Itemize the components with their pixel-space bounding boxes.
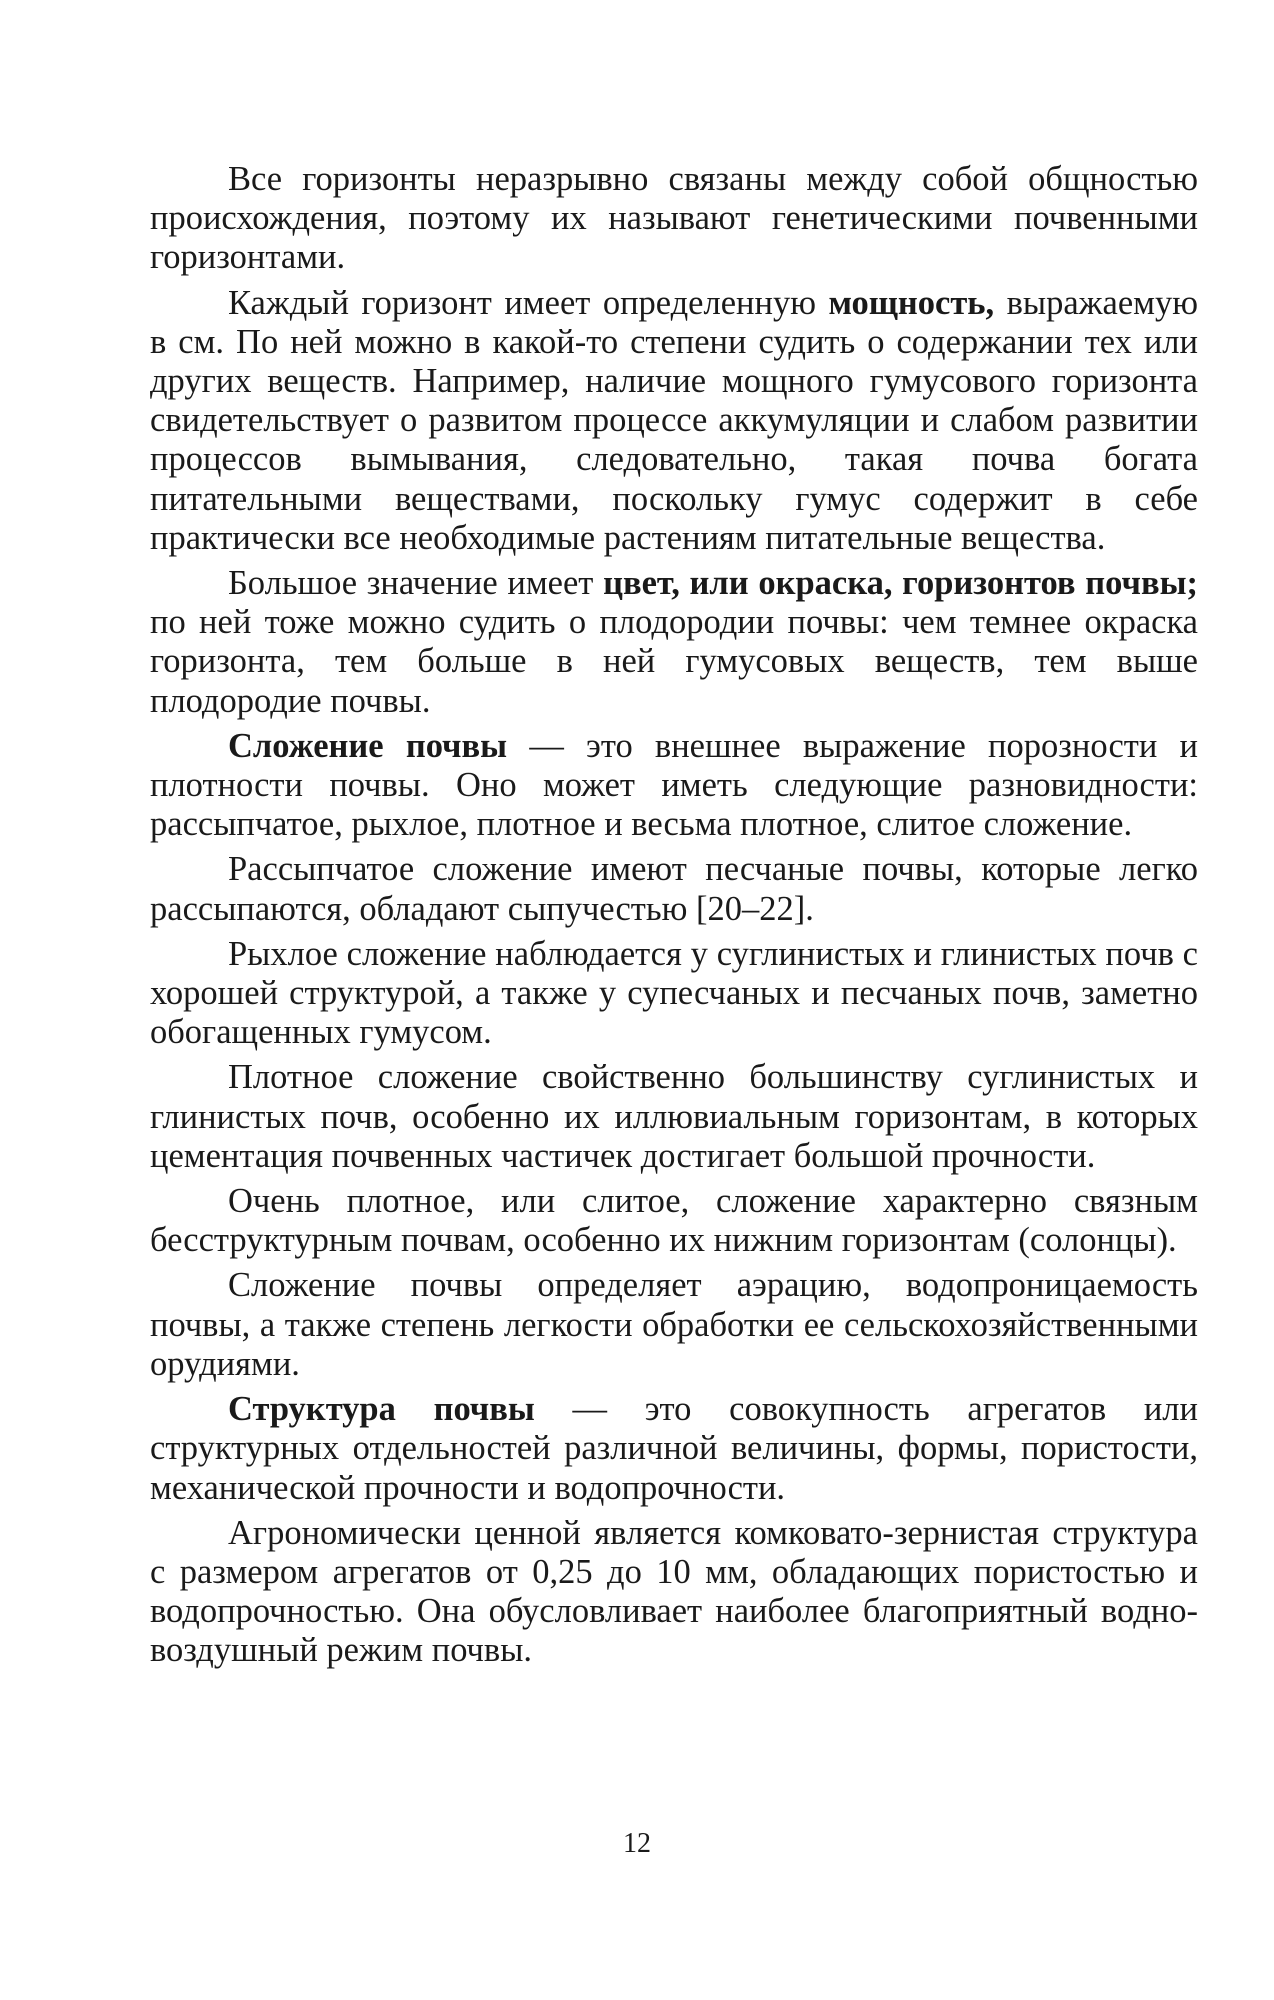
term-soil-composition: Сложение почвы bbox=[228, 726, 508, 765]
page-body bbox=[150, 160, 1198, 1671]
paragraph-dense-composition: Плотное сложение свойственно большинству суглинистых и глинистых почв, особенно их иллювиальным горизонтам, в которых цементация почвенных частичек достигает большой прочности. bbox=[150, 1058, 1198, 1175]
page-number: 12 bbox=[623, 1828, 651, 1859]
paragraph-friable-composition: Рыхлое сложение наблюдается у суглинистых и глинистых почв с хорошей структурой, а также у супесчаных и песчаных почв, заметно обогащенных гумусом. bbox=[150, 934, 1198, 1052]
paragraph-loose-composition: Рассыпчатое сложение имеют песчаные почвы, которые легко рассыпаются, обладают сыпучестью [20–22]. bbox=[150, 850, 1198, 928]
paragraph-text: — это совокупность агрегатов или структурных отдельностей различной величины, формы, пористости, механической прочности и водопрочности. bbox=[150, 1390, 1198, 1507]
paragraph-genetic-horizons: Все горизонты неразрывно связаны между собой общностью происхождения, поэтому их называют генетическими почвенными горизонтами. bbox=[150, 160, 1198, 277]
paragraph-composition-effects: Сложение почвы определяет аэрацию, водопроницаемость почвы, а также степень легкости обработки ее сельскохозяйственными орудиями. bbox=[150, 1266, 1198, 1383]
paragraph-agronomic-structure: Агрономически ценной является комковато-зернистая структура с размером агрегатов от 0,25 до 10 мм, обладающих пористостью и водопрочностью. Она обусловливает наиболее благоприятный водно-воздушный режим почвы. bbox=[150, 1513, 1198, 1670]
paragraph-color bbox=[150, 564, 1198, 721]
term-soil-structure: Структура почвы bbox=[228, 1390, 535, 1429]
paragraph-text: выражаемую в см. По ней можно в какой-то степени судить о содержании тех или других веществ. Например, наличие мощного гумусового горизонта свидетельствует о развитом процессе аккумуляции и слабом развитии процессов вымывания, следовательно, такая почва богата питательными веществами, поскольку гумус содержит в себе практически все необходимые растениям питательные вещества. bbox=[150, 283, 1198, 557]
term-color: цвет, или окраска, горизонтов почвы; bbox=[603, 564, 1198, 603]
paragraph-text: — это внешнее выражение порозности и плотности почвы. Оно может иметь следующие разновидности: рассыпчатое, рыхлое, плотное и весьма плотное, слитое сложение. bbox=[150, 726, 1198, 844]
paragraph-soil-structure bbox=[150, 1390, 1198, 1508]
paragraph-text: Большое значение имеет bbox=[228, 564, 604, 603]
paragraph-text: по ней тоже можно судить о плодородии почвы: чем темнее окраска горизонта, тем больше в ней гумусовых веществ, тем выше плодородие почвы. bbox=[150, 603, 1198, 720]
paragraph-text: Каждый горизонт имеет определенную bbox=[228, 283, 829, 322]
paragraph-soil-composition bbox=[150, 727, 1198, 845]
paragraph-thickness bbox=[150, 284, 1198, 558]
paragraph-very-dense-composition: Очень плотное, или слитое, сложение характерно связным бесструктурным почвам, особенно их нижним горизонтам (солонцы). bbox=[150, 1182, 1198, 1260]
term-thickness: мощность, bbox=[828, 283, 995, 322]
